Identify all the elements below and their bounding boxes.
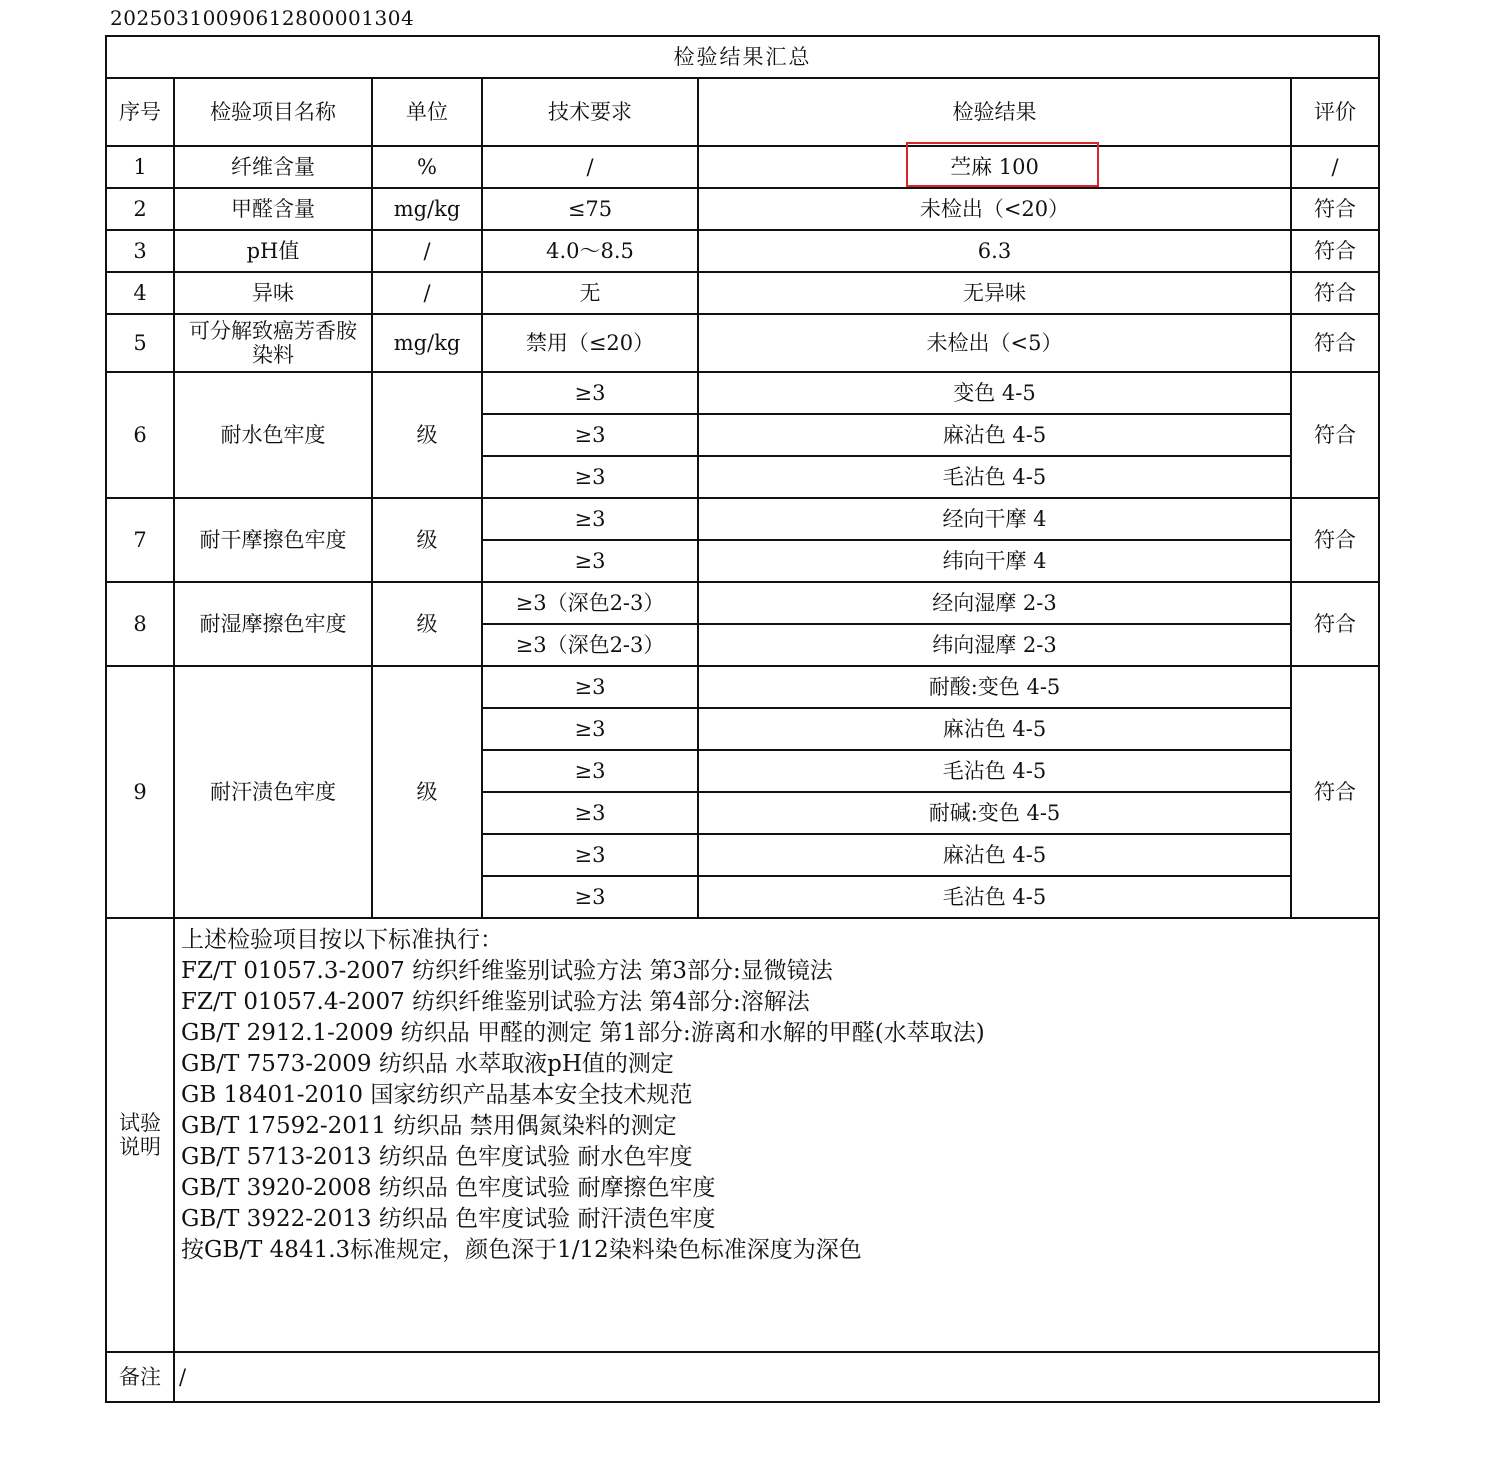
requirement: ≥3 <box>482 876 698 918</box>
note-line: FZ/T 01057.4-2007 纺织纤维鉴别试验方法 第4部分:溶解法 <box>181 989 810 1015</box>
result: 6.3 <box>698 230 1291 272</box>
item-name: 耐水色牢度 <box>174 372 372 498</box>
item-name: 耐湿摩擦色牢度 <box>174 582 372 666</box>
result: 毛沾色 4-5 <box>698 456 1291 498</box>
item-name: 甲醛含量 <box>174 188 372 230</box>
requirement: ≥3 <box>482 834 698 876</box>
unit: / <box>372 272 482 314</box>
row-no: 4 <box>106 272 174 314</box>
table-row <box>106 498 1379 540</box>
requirement: ≥3（深色2-3） <box>482 582 698 624</box>
header-requirement: 技术要求 <box>482 78 698 146</box>
table-row <box>106 582 1379 624</box>
item-name: 耐汗渍色牢度 <box>174 666 372 918</box>
note-line: FZ/T 01057.3-2007 纺织纤维鉴别试验方法 第3部分:显微镜法 <box>181 958 833 984</box>
requirement: ≥3 <box>482 540 698 582</box>
table-header-row <box>106 78 1379 146</box>
item-name: 可分解致癌芳香胺染料 <box>174 314 372 372</box>
header-unit: 单位 <box>372 78 482 146</box>
row-no: 1 <box>106 146 174 188</box>
result: 无异味 <box>698 272 1291 314</box>
notes-label: 试验说明 <box>106 918 174 1352</box>
requirement: ≥3 <box>482 456 698 498</box>
result: 经向湿摩 2-3 <box>698 582 1291 624</box>
header-evaluation: 评价 <box>1291 78 1379 146</box>
item-name: pH值 <box>174 230 372 272</box>
requirement: 4.0～8.5 <box>482 230 698 272</box>
unit: / <box>372 230 482 272</box>
requirement: ≥3（深色2-3） <box>482 624 698 666</box>
result: 耐碱:变色 4-5 <box>698 792 1291 834</box>
unit: 级 <box>372 582 482 666</box>
table-row <box>106 272 1379 314</box>
requirement: 无 <box>482 272 698 314</box>
row-no: 6 <box>106 372 174 498</box>
evaluation: 符合 <box>1291 230 1379 272</box>
unit: 级 <box>372 372 482 498</box>
result: 经向干摩 4 <box>698 498 1291 540</box>
result: 毛沾色 4-5 <box>698 876 1291 918</box>
evaluation: 符合 <box>1291 498 1379 582</box>
unit: % <box>372 146 482 188</box>
result: 变色 4-5 <box>698 372 1291 414</box>
table-row <box>106 372 1379 414</box>
result: 麻沾色 4-5 <box>698 834 1291 876</box>
header-no: 序号 <box>106 78 174 146</box>
result: 纬向干摩 4 <box>698 540 1291 582</box>
result: 麻沾色 4-5 <box>698 708 1291 750</box>
row-no: 3 <box>106 230 174 272</box>
table-row <box>106 230 1379 272</box>
result: 耐酸:变色 4-5 <box>698 666 1291 708</box>
unit: 级 <box>372 498 482 582</box>
requirement: / <box>482 146 698 188</box>
table-row <box>106 146 1379 188</box>
note-line: GB/T 7573-2009 纺织品 水萃取液pH值的测定 <box>181 1051 674 1077</box>
note-line: GB/T 17592-2011 纺织品 禁用偶氮染料的测定 <box>181 1113 677 1139</box>
result: 麻沾色 4-5 <box>698 414 1291 456</box>
unit: mg/kg <box>372 188 482 230</box>
evaluation: 符合 <box>1291 372 1379 498</box>
remark-row <box>106 1352 1379 1402</box>
result: 毛沾色 4-5 <box>698 750 1291 792</box>
result: 未检出（<5） <box>698 314 1291 372</box>
unit: mg/kg <box>372 314 482 372</box>
table-row <box>106 188 1379 230</box>
requirement: ≥3 <box>482 498 698 540</box>
evaluation: 符合 <box>1291 272 1379 314</box>
table-title: 检验结果汇总 <box>106 36 1379 78</box>
result: 未检出（<20） <box>698 188 1291 230</box>
row-no: 9 <box>106 666 174 918</box>
table-row <box>106 666 1379 708</box>
requirement: ≥3 <box>482 750 698 792</box>
item-name: 纤维含量 <box>174 146 372 188</box>
document-id: 20250310090612800001304 <box>110 6 415 30</box>
item-name: 异味 <box>174 272 372 314</box>
requirement: ≥3 <box>482 666 698 708</box>
unit: 级 <box>372 666 482 918</box>
result: 苎麻 100 <box>698 146 1291 188</box>
requirement: ≥3 <box>482 414 698 456</box>
item-name: 耐干摩擦色牢度 <box>174 498 372 582</box>
inspection-results-table <box>105 35 1380 1403</box>
header-result: 检验结果 <box>698 78 1291 146</box>
evaluation: 符合 <box>1291 582 1379 666</box>
row-no: 7 <box>106 498 174 582</box>
remark-label: 备注 <box>106 1352 174 1402</box>
note-line: 按GB/T 4841.3标准规定，颜色深于1/12染料染色标准深度为深色 <box>181 1237 862 1263</box>
evaluation: 符合 <box>1291 666 1379 918</box>
table-row <box>106 314 1379 372</box>
note-line: GB/T 3922-2013 纺织品 色牢度试验 耐汗渍色牢度 <box>181 1206 716 1232</box>
requirement: 禁用（≤20） <box>482 314 698 372</box>
row-no: 2 <box>106 188 174 230</box>
note-line: GB/T 3920-2008 纺织品 色牢度试验 耐摩擦色牢度 <box>181 1175 716 1201</box>
note-line: GB/T 5713-2013 纺织品 色牢度试验 耐水色牢度 <box>181 1144 693 1170</box>
evaluation: / <box>1291 146 1379 188</box>
notes-content <box>174 918 1379 1352</box>
note-line: 上述检验项目按以下标准执行： <box>181 927 503 953</box>
notes-row <box>106 918 1379 1352</box>
row-no: 8 <box>106 582 174 666</box>
requirement: ≥3 <box>482 708 698 750</box>
result: 纬向湿摩 2-3 <box>698 624 1291 666</box>
note-line: GB/T 2912.1-2009 纺织品 甲醛的测定 第1部分:游离和水解的甲醛(水萃取法) <box>181 1020 985 1046</box>
remark-value: / <box>174 1352 1379 1402</box>
note-line: GB 18401-2010 国家纺织产品基本安全技术规范 <box>181 1082 693 1108</box>
header-item-name: 检验项目名称 <box>174 78 372 146</box>
requirement: ≤75 <box>482 188 698 230</box>
row-no: 5 <box>106 314 174 372</box>
evaluation: 符合 <box>1291 188 1379 230</box>
evaluation: 符合 <box>1291 314 1379 372</box>
requirement: ≥3 <box>482 372 698 414</box>
requirement: ≥3 <box>482 792 698 834</box>
